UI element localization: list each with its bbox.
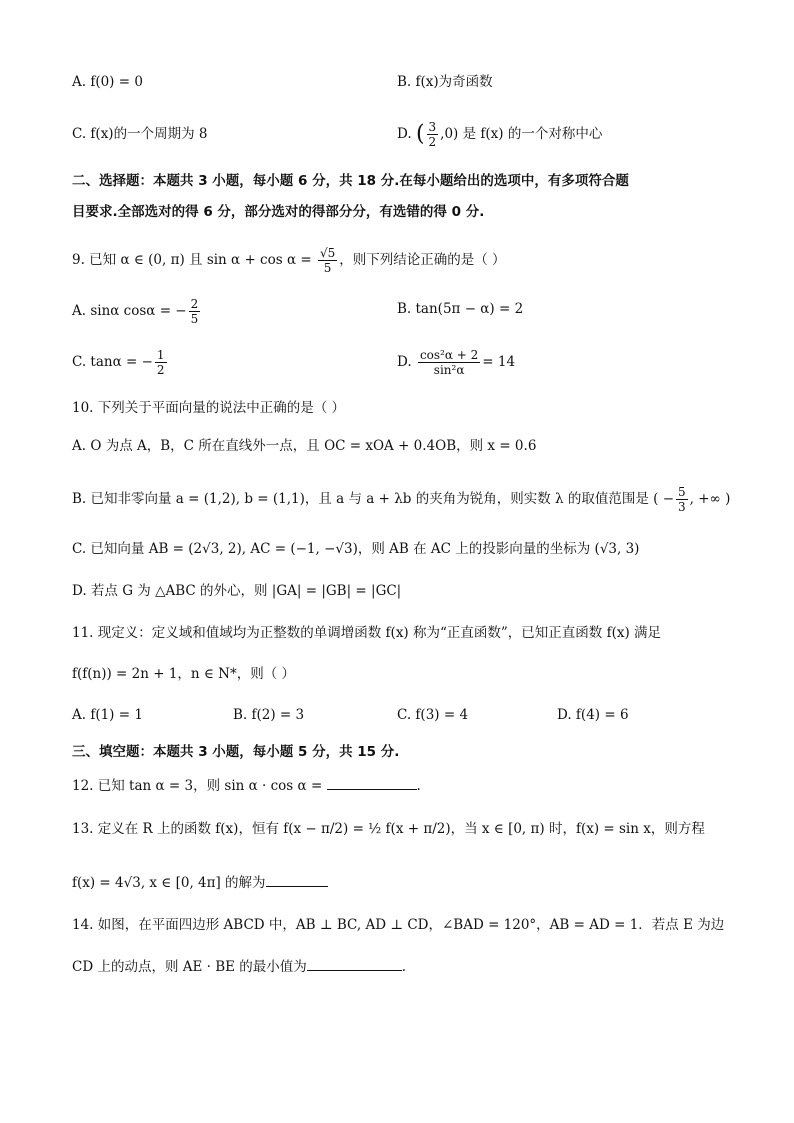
section2-line1: 二、选择题：本题共 3 小题，每小题 6 分，共 18 分.在每小题给出的选项中，有多项符合题 <box>72 173 629 189</box>
q9-a-num: 2 <box>190 297 199 311</box>
q8-option-b[interactable]: B. f(x)为奇函数 <box>397 74 493 90</box>
q10-stem: 10. 下列关于平面向量的说法中正确的是（ ） <box>72 400 346 416</box>
q13-answer-blank[interactable] <box>266 886 328 887</box>
q12-end: . <box>416 778 421 794</box>
q9-option-d[interactable] <box>397 343 515 381</box>
q14-answer-blank[interactable] <box>307 970 402 971</box>
section3-header: 三、填空题：本题共 3 小题，每小题 5 分，共 15 分. <box>72 744 400 760</box>
q9-c-den: 2 <box>156 363 165 377</box>
q9-d-num: cos²α + 2 <box>419 348 479 362</box>
q10-b-num: 5 <box>678 485 686 499</box>
q11-option-b[interactable]: B. f(2) = 3 <box>233 707 305 723</box>
q10-option-a[interactable]: A. O 为点 A，B，C 所在直线外一点，且 OC = xOA + 0.4OB，则 x = 0.6 <box>72 438 537 454</box>
q9-den: 5 <box>323 261 332 275</box>
q13-line2-text: f(x) = 4√3, x ∈ [0, 4π] 的解为 <box>72 875 266 891</box>
section2-line2: 目要求.全部选对的得 6 分，部分选对的得部分分，有选错的得 0 分. <box>72 204 485 220</box>
q9-a-pre: A. sinα cosα = − <box>72 303 187 319</box>
q13-line1: 13. 定义在 R 上的函数 f(x)，恒有 f(x − π/2) = ½ f(x + π/2)，当 x ∈ [0, π) 时，f(x) = sin x，则方程 <box>72 821 705 837</box>
q8-d-den: 2 <box>428 135 437 149</box>
q9-option-b[interactable]: B. tan(5π − α) = 2 <box>397 301 524 317</box>
q14-line2-text: CD 上的动点，则 AE · BE 的最小值为 <box>72 959 307 975</box>
q8-option-d[interactable] <box>397 112 602 157</box>
q14-end: . <box>401 959 407 975</box>
q9-d-frac <box>418 348 480 377</box>
q12 <box>72 775 724 797</box>
q11-stem: 11. 现定义：定义域和值域均为正整数的单调增函数 f(x) 称为“正直函数”，已知正直函数 f(x) 满足 <box>72 625 662 641</box>
q9-a-den: 5 <box>190 312 199 326</box>
q11-option-c[interactable]: C. f(3) = 4 <box>397 707 469 723</box>
q9-d-post: = 14 <box>482 354 516 370</box>
q9-c-num: 1 <box>156 348 165 362</box>
q11-option-d[interactable]: D. f(4) = 6 <box>557 707 629 723</box>
q9-d-den: sin²α <box>433 363 465 377</box>
q9-d-pre: D. <box>397 354 412 370</box>
q12-text: 12. 已知 tan α = 3，则 sin α · cos α = <box>72 778 327 794</box>
q12-answer-blank[interactable] <box>327 789 417 790</box>
q10-b-den: 3 <box>678 500 686 514</box>
q9-c-frac <box>155 348 167 377</box>
q9-c-pre: C. tanα = − <box>72 354 153 370</box>
q8-d-num: 3 <box>428 120 437 134</box>
q9-option-c[interactable] <box>72 343 169 381</box>
q8-option-c[interactable]: C. f(x)的一个周期为 8 <box>72 126 208 142</box>
q8-option-d-paren: ( <box>415 121 425 147</box>
q9-stem <box>72 240 724 280</box>
q10-b-post: , +∞ ) <box>689 491 731 507</box>
q9-stem-frac <box>318 246 337 275</box>
q9-stem-pre: 9. 已知 α ∈ (0, π) 且 sin α + cos α = <box>72 252 316 268</box>
q10-option-c[interactable]: C. 已知向量 AB = (2√3, 2), AC = (−1, −√3)，则 AB 在 AC 上的投影向量的坐标为 (√3, 3) <box>72 541 640 557</box>
q9-a-frac <box>189 297 201 326</box>
q9-option-a[interactable] <box>72 292 202 330</box>
q9-num: √5 <box>319 246 336 260</box>
q8-option-d-label: D. <box>397 126 412 142</box>
q14-line2 <box>72 956 724 978</box>
q10-option-b[interactable] <box>72 480 731 518</box>
q14-line1: 14. 如图，在平面四边形 ABCD 中，AB ⊥ BC, AD ⊥ CD，∠BAD = 120°，AB = AD = 1．若点 E 为边 <box>72 917 725 933</box>
q10-b-pre: B. 已知非零向量 a = (1,2), b = (1,1)，且 a 与 a + λb 的夹角为锐角，则实数 λ 的取值范围是 ( − <box>72 491 675 507</box>
q8-option-d-frac <box>427 120 439 149</box>
q11-stem2: f(f(n)) = 2n + 1，n ∈ N*，则（ ） <box>72 666 296 682</box>
q8-option-d-text: ,0) 是 f(x) 的一个对称中心 <box>440 126 603 142</box>
q10-b-frac <box>676 485 688 514</box>
q9-stem-post: ，则下列结论正确的是（ ） <box>339 252 506 268</box>
q10-option-d[interactable]: D. 若点 G 为 △ABC 的外心，则 |GA| = |GB| = |GC| <box>72 583 402 599</box>
q11-option-a[interactable]: A. f(1) = 1 <box>72 707 143 723</box>
q13-line2 <box>72 872 724 894</box>
q8-option-a[interactable]: A. f(0) = 0 <box>72 74 143 90</box>
